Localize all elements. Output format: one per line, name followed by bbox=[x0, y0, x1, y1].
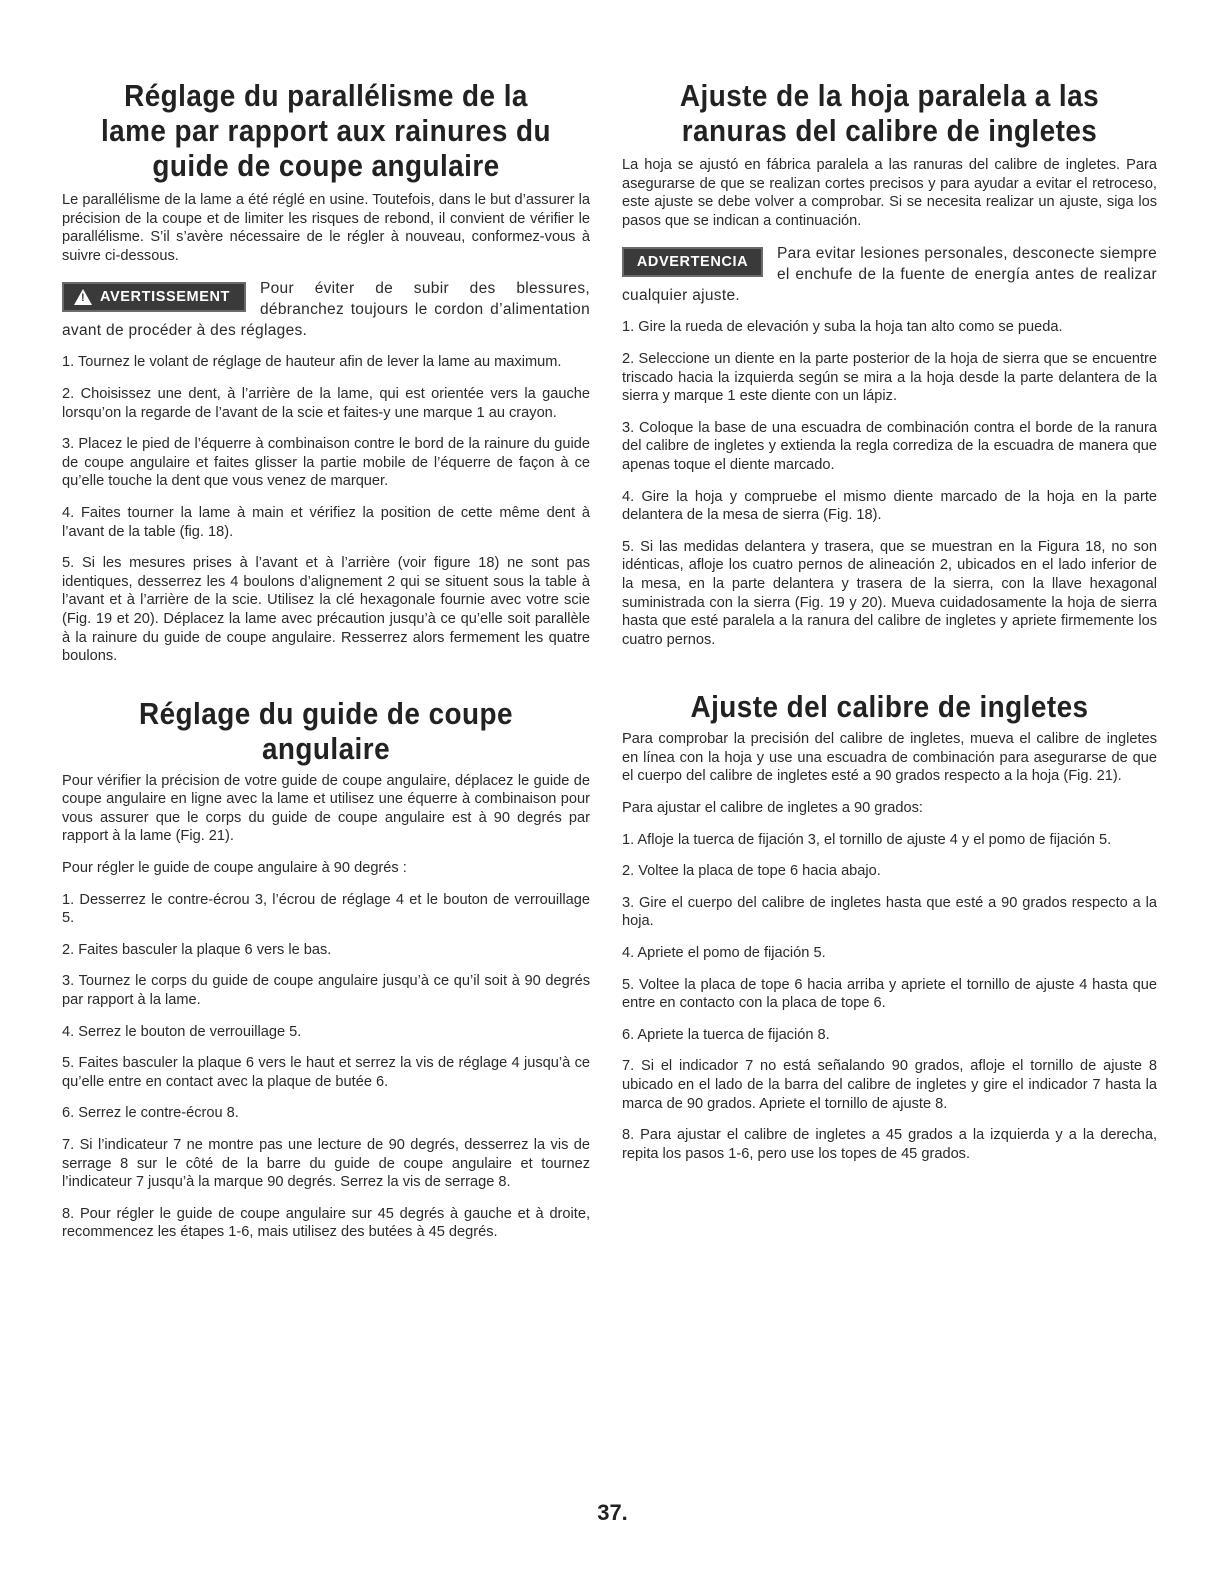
step-paragraph: 2. Faites basculer la plaque 6 vers le bas. bbox=[62, 941, 332, 958]
step-paragraph: 1. Afloje la tuerca de fijación 3, el tornillo de ajuste 4 y el pomo de fijación 5. bbox=[622, 831, 1112, 848]
step-paragraph: 3. Tournez le corps du guide de coupe angulaire jusqu’à ce qu’il soit à 90 degrés par rapport à la lame. bbox=[62, 973, 590, 1009]
step-paragraph: 4. Gire la hoja y compruebe el mismo diente marcado de la hoja en la parte delantera de la mesa de sierra (Fig. 18). bbox=[622, 488, 1157, 524]
warning-label: ADVERTENCIA bbox=[636, 254, 749, 271]
step-paragraph: 1. Desserrez le contre-écrou 3, l’écrou de réglage 4 et le bouton de verrouillage 5. bbox=[62, 891, 590, 927]
step-paragraph: 3. Coloque la base de una escuadra de combinación contra el borde de la ranura del calibre de ingletes y extienda la regla corrediza de la escuadra de manera que apenas toque el diente marcado. bbox=[622, 419, 1157, 473]
step-paragraph: 4. Serrez le bouton de verrouillage 5. bbox=[62, 1023, 302, 1040]
right-column-spanish bbox=[622, 78, 1157, 1176]
page-number: 37. bbox=[597, 1500, 628, 1525]
warning-text: Para evitar lesiones personales, desconecte siempre el enchufe de la fuente de energía antes de realizar cualquier ajuste. bbox=[622, 245, 1157, 305]
step-paragraph: 6. Apriete la tuerca de fijación 8. bbox=[622, 1026, 830, 1043]
step-paragraph: 3. Placez le pied de l’équerre à combinaison contre le bord de la rainure du guide de coupe angulaire et faites glisser la partie mobile de l’équerre de façon à ce qu’elle touche la dent que vous venez de marquer. bbox=[62, 436, 590, 490]
section-title-fr-blade-parallel: Réglage du parallélisme de la lame par rapport aux rainures du guide de coupe angulaire bbox=[100, 78, 552, 183]
step-paragraph: 4. Apriete el pomo de fijación 5. bbox=[622, 945, 826, 962]
step-paragraph: 8. Pour régler le guide de coupe angulaire sur 45 degrés à gauche et à droite, recommencez les étapes 1-6, mais utilisez des butées à 45 degrés. bbox=[62, 1205, 590, 1241]
step-paragraph: 1. Tournez le volant de réglage de hauteur afin de lever la lame au maximum. bbox=[62, 354, 562, 371]
warning-badge bbox=[62, 282, 246, 312]
warning-text: Pour éviter de subir des blessures, débranchez toujours le cordon d’alimentation avant de procéder à des réglages. bbox=[62, 280, 590, 340]
step-paragraph: 8. Para ajustar el calibre de ingletes a 45 grados a la izquierda y a la derecha, repita los pasos 1-6, pero use los topes de 45 grados. bbox=[622, 1127, 1157, 1162]
section-title-es-blade-parallel: Ajuste de la hoja paralela a las ranuras del calibre de ingletes bbox=[679, 78, 1100, 148]
section-title-fr-miter-gauge: Réglage du guide de coupe angulaire bbox=[138, 695, 513, 766]
intro-paragraph: La hoja se ajustó en fábrica paralela a las ranuras del calibre de ingletes. Para asegurarse de que se realizan cortes precisos y para ayudar a evitar el retroceso, este ajuste se debe volver a comprobar. Si se necesita realizar un ajuste, siga los pasos que se indican a continuación. bbox=[622, 157, 1157, 229]
step-paragraph: 3. Gire el cuerpo del calibre de ingletes hasta que esté a 90 grados respecto a la hoja. bbox=[622, 894, 1157, 930]
step-paragraph: 5. Voltee la placa de tope 6 hacia arriba y apriete el tornillo de ajuste 4 hasta que entre en contacto con la placa de tope 6. bbox=[622, 976, 1157, 1012]
step-paragraph: 7. Si l’indicateur 7 ne montre pas une lecture de 90 degrés, desserrez la vis de serrage 8 sur le côté de la barre du guide de coupe angulaire et tournez l’indicateur 7 jusqu’à la marque 90 degrés. Serrez la vis de serrage 8. bbox=[62, 1137, 590, 1191]
lead-paragraph: Pour régler le guide de coupe angulaire à 90 degrés : bbox=[62, 860, 407, 877]
step-paragraph: 7. Si el indicador 7 no está señalando 90 grados, afloje el tornillo de ajuste 8 ubicado en el lado de la barra del calibre de ingletes y gire el indicador 7 hasta la marca de 90 grados. Apriete el tornillo de ajuste 8. bbox=[622, 1058, 1157, 1112]
step-paragraph: 2. Voltee la placa de tope 6 hacia abajo. bbox=[622, 863, 881, 880]
step-paragraph: 2. Choisissez une dent, à l’arrière de la lame, qui est orientée vers la gauche lorsqu’on la regarde de l’avant de la scie et faites-y une marque 1 au crayon. bbox=[62, 385, 590, 421]
step-paragraph: 6. Serrez le contre-écrou 8. bbox=[62, 1105, 239, 1122]
step-paragraph: 2. Seleccione un diente en la parte posterior de la hoja de sierra que se encuentre triscado hacia la izquierda según se mira a la hoja desde la parte delantera de la sierra y marque 1 este diente con un lápiz. bbox=[622, 350, 1157, 405]
step-paragraph: 4. Faites tourner la lame à main et vérifiez la position de cette même dent à l’avant de la table (fig. 18). bbox=[62, 504, 590, 540]
step-paragraph: 5. Si les mesures prises à l’avant et à l’arrière (voir figure 18) ne sont pas identiques, desserrez les 4 boulons d’alignement 2 qui se situent sous la table à l’avant et à l’arrière de la scie. Utilisez la clé hexagonale fournie avec votre scie (Fig. 19 et 20). Déplacez la lame avec précaution jusqu’à ce qu’elle soit parallèle à la rainure du guide de coupe angulaire. Resserrez alors fermement les quatre boulons. bbox=[62, 555, 590, 665]
warning-block bbox=[62, 278, 590, 341]
intro-paragraph: Para comprobar la precisión del calibre de ingletes, mueva el calibre de ingletes en línea con la hoja y use una escuadra de combinación para asegurarse de que el cuerpo del calibre de ingletes esté a 90 grados respecto a la hoja (Fig. 21). bbox=[622, 731, 1157, 785]
step-paragraph: 1. Gire la rueda de elevación y suba la hoja tan alto como se pueda. bbox=[622, 319, 1063, 336]
warning-block bbox=[622, 243, 1157, 306]
intro-paragraph: Le parallélisme de la lame a été réglé en usine. Toutefois, dans le but d’assurer la précision de la coupe et de limiter les risques de rebond, il convient de vérifier le parallélisme. S’il s’avère nécessaire de le régler à nouveau, conformez-vous à suivre ci-dessous. bbox=[62, 192, 590, 264]
section-title-es-miter-gauge: Ajuste del calibre de ingletes bbox=[690, 689, 1089, 725]
warning-label: AVERTISSEMENT bbox=[100, 289, 230, 306]
warning-triangle-icon bbox=[74, 289, 92, 305]
step-paragraph: 5. Si las medidas delantera y trasera, que se muestran en la Figura 18, no son idénticas, afloje los cuatro pernos de alineación 2, ubicados en el lado inferior de la mesa, en la parte delantera y trasera de la sierra, con la llave hexagonal suministrada con la sierra (Fig. 19 y 20). Mueva cuidadosamente la hoja de sierra hasta que esté paralela a la ranura del calibre de ingletes y apriete firmemente los cuatro pernos. bbox=[622, 538, 1157, 648]
warning-badge bbox=[622, 247, 763, 277]
step-paragraph: 5. Faites basculer la plaque 6 vers le haut et serrez la vis de réglage 4 jusqu’à ce qu’elle entre en contact avec la plaque de butée 6. bbox=[62, 1055, 590, 1090]
lead-paragraph: Para ajustar el calibre de ingletes a 90 grados: bbox=[622, 800, 923, 817]
intro-paragraph: Pour vérifier la précision de votre guide de coupe angulaire, déplacez le guide de coupe angulaire en ligne avec la lame et utilisez une équerre à combinaison pour vous assurer que le corps du guide de coupe angulaire est à 90 degrés par rapport à la lame (Fig. 21). bbox=[62, 772, 590, 845]
left-column-french bbox=[62, 78, 590, 1255]
